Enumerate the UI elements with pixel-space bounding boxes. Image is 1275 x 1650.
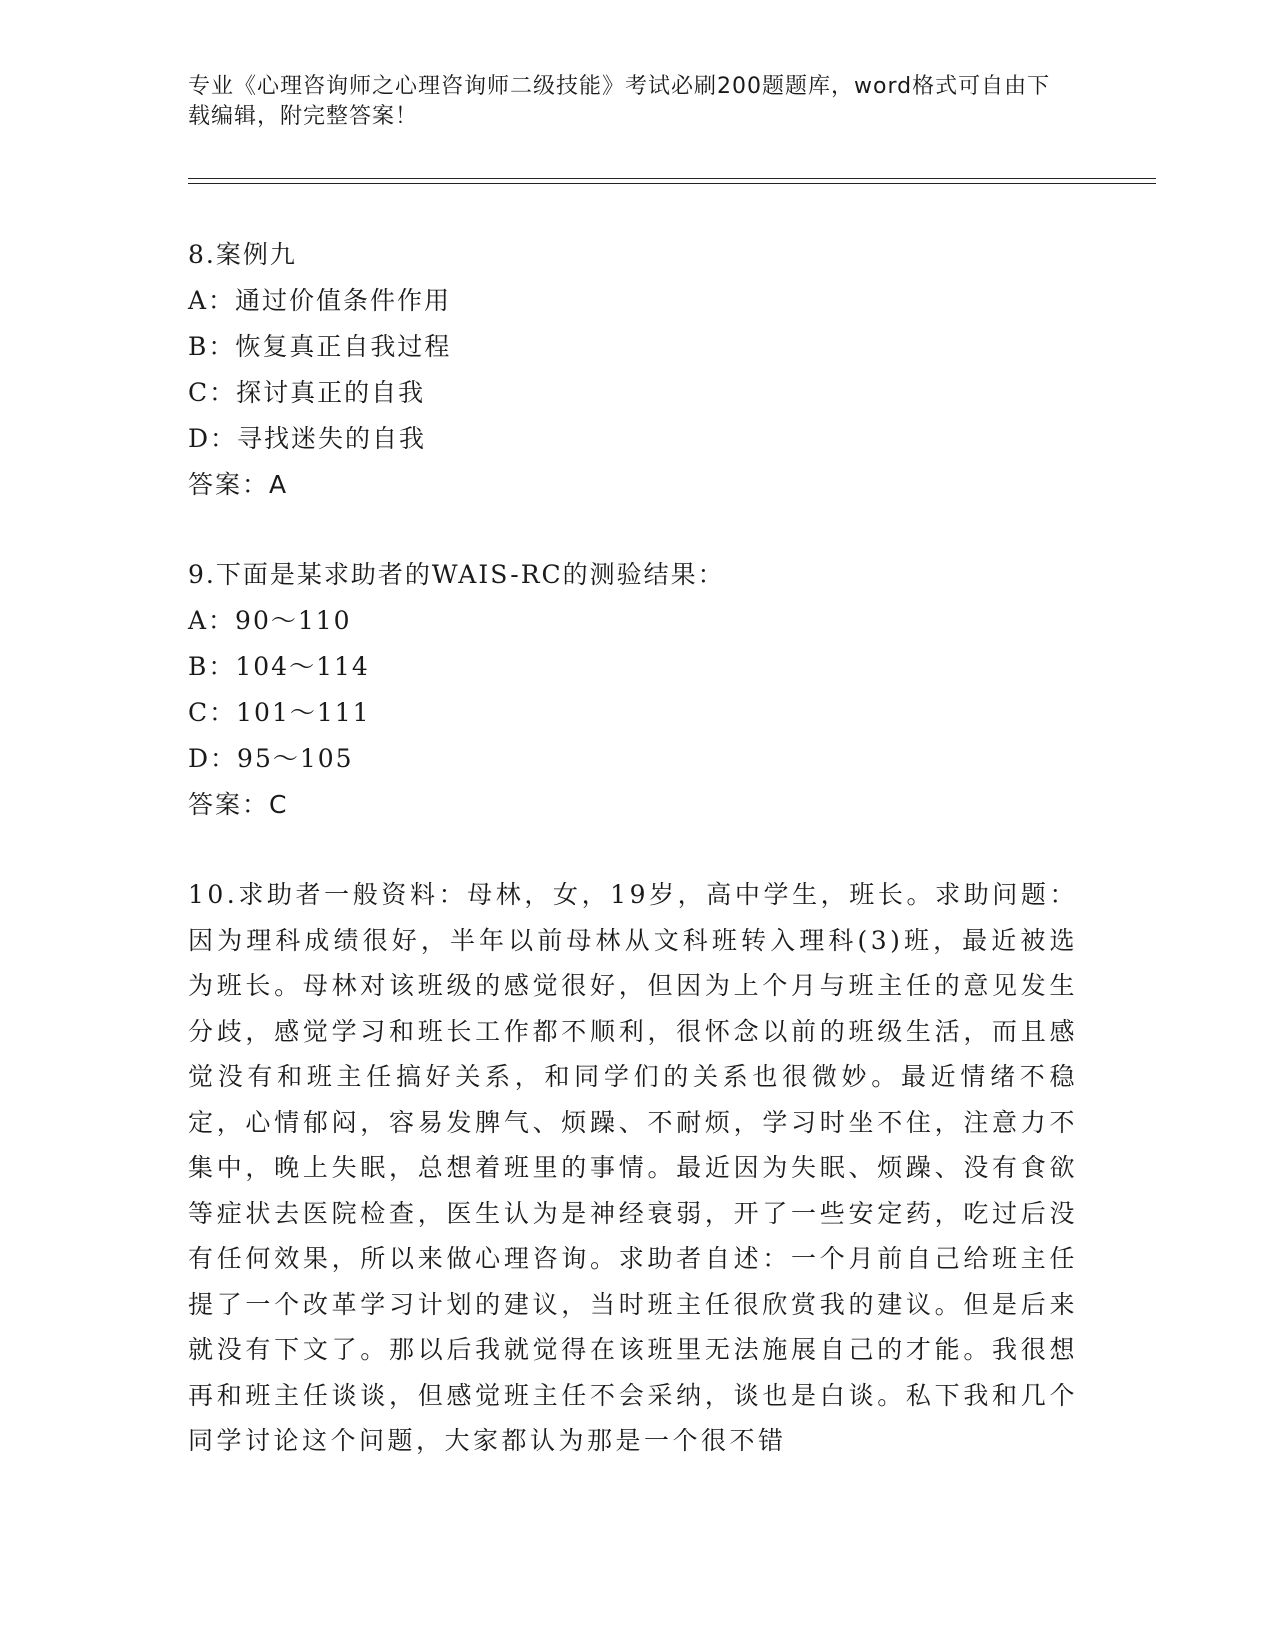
answer: 答案：C — [188, 790, 289, 819]
header-divider-bottom — [188, 183, 1156, 184]
question-stem: 8.案例九 — [188, 240, 297, 269]
document-header: 专业《心理咨询师之心理咨询师二级技能》考试必刷200题题库，word格式可自由下载编辑，附完整答案！ — [188, 74, 1051, 129]
question-stem: 9.下面是某求助者的WAIS-RC的测验结果： — [188, 560, 725, 589]
option-b: B：104～114 — [188, 652, 370, 681]
header-divider-top — [188, 178, 1156, 179]
question-9 — [188, 552, 725, 828]
question-8 — [188, 232, 451, 508]
option-d: D：95～105 — [188, 744, 354, 773]
option-c: C：探讨真正的自我 — [188, 378, 426, 407]
option-a: A：通过价值条件作用 — [188, 286, 452, 315]
option-c: C：101～111 — [188, 698, 371, 727]
option-d: D：寻找迷失的自我 — [188, 424, 427, 453]
option-a: A：90～110 — [188, 606, 352, 635]
question-stem: 10.求助者一般资料：母林，女，19岁，高中学生，班长。求助问题：因为理科成绩很好，半年以前母林从文科班转入理科(3)班，最近被选为班长。母林对该班级的感觉很好，但因为上个月与班主任的意见发生分歧，感觉学习和班长工作都不顺利，很怀念以前的班级生活，而且感觉没有和班主任搞好关系，和同学们的关系也很微妙。最近情绪不稳定，心情郁闷，容易发脾气、烦躁、不耐烦，学习时坐不住，注意力不集中，晚上失眠，总想着班里的事情。最近因为失眠、烦躁、没有食欲等症状去医院检查，医生认为是神经衰弱，开了一些安定药，吃过后没有任何效果，所以来做心理咨询。求助者自述：一个月前自己给班主任提了一个改革学习计划的建议，当时班主任很欣赏我的建议。但是后来就没有下文了。那以后我就觉得在该班里无法施展自己的才能。我很想再和班主任谈谈，但感觉班主任不会采纳，谈也是白谈。私下我和几个同学讨论这个问题，大家都认为那是一个很不错 — [188, 880, 1078, 1455]
option-b: B：恢复真正自我过程 — [188, 332, 452, 361]
question-10 — [188, 872, 1078, 1464]
answer: 答案：A — [188, 470, 289, 499]
